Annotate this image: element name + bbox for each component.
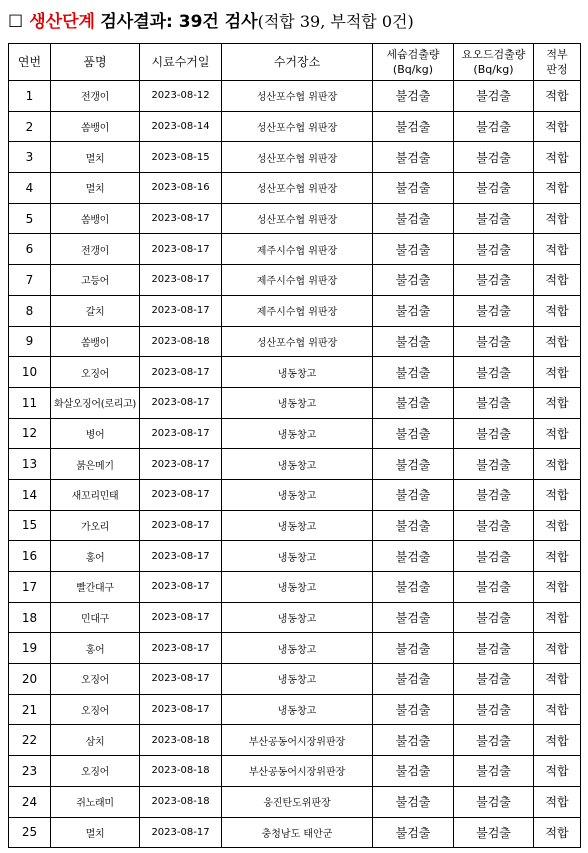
cell-no: 17: [9, 572, 51, 603]
inspection-table: [8, 43, 581, 848]
cell-judge: 적합: [534, 326, 581, 357]
cell-place: 성산포수협 위판장: [222, 142, 373, 173]
cell-no: 16: [9, 541, 51, 572]
table-row: [9, 510, 581, 541]
header-iodine-unit: (Bq/kg): [473, 63, 514, 76]
cell-cesium: 불검출: [373, 265, 454, 296]
cell-iodine: 불검출: [454, 111, 534, 142]
cell-no: 1: [9, 81, 51, 112]
table-row: [9, 173, 581, 204]
cell-no: 11: [9, 387, 51, 418]
cell-no: 6: [9, 234, 51, 265]
cell-item: 멸치: [51, 817, 140, 848]
header-judge: [534, 44, 581, 81]
cell-place: 냉동창고: [222, 510, 373, 541]
cell-place: 제주시수협 위판장: [222, 265, 373, 296]
stage-label: 생산단계: [29, 12, 95, 32]
cell-judge: 적합: [534, 694, 581, 725]
header-cesium-line1: 세슘검출량: [386, 48, 440, 61]
table-row: [9, 633, 581, 664]
cell-item: 삼치: [51, 725, 140, 756]
cell-item: 오징어: [51, 664, 140, 695]
table-row: [9, 602, 581, 633]
cell-no: 4: [9, 173, 51, 204]
cell-item: 홍어: [51, 633, 140, 664]
cell-no: 24: [9, 786, 51, 817]
cell-cesium: 불검출: [373, 725, 454, 756]
header-no: 연번: [9, 44, 51, 81]
cell-place: 제주시수협 위판장: [222, 234, 373, 265]
cell-date: 2023-08-12: [140, 81, 222, 112]
cell-cesium: 불검출: [373, 786, 454, 817]
cell-judge: 적합: [534, 387, 581, 418]
cell-cesium: 불검출: [373, 295, 454, 326]
table-row: [9, 326, 581, 357]
cell-judge: 적합: [534, 602, 581, 633]
cell-iodine: 불검출: [454, 234, 534, 265]
result-summary: (적합 39, 부적합 0건): [257, 12, 414, 31]
cell-date: 2023-08-17: [140, 449, 222, 480]
cell-cesium: 불검출: [373, 387, 454, 418]
cell-item: 쏨뱅이: [51, 111, 140, 142]
table-row: [9, 357, 581, 388]
cell-cesium: 불검출: [373, 756, 454, 787]
cell-no: 18: [9, 602, 51, 633]
table-row: [9, 664, 581, 695]
cell-judge: 적합: [534, 510, 581, 541]
cell-date: 2023-08-17: [140, 479, 222, 510]
header-iodine: [454, 44, 534, 81]
result-label: 검사결과: 39건 검사: [100, 12, 258, 32]
cell-cesium: 불검출: [373, 203, 454, 234]
cell-no: 2: [9, 111, 51, 142]
cell-item: 붉은메기: [51, 449, 140, 480]
table-row: [9, 449, 581, 480]
cell-date: 2023-08-17: [140, 234, 222, 265]
cell-item: 멸치: [51, 142, 140, 173]
cell-item: 새꼬리민태: [51, 479, 140, 510]
cell-iodine: 불검출: [454, 756, 534, 787]
cell-cesium: 불검출: [373, 449, 454, 480]
cell-judge: 적합: [534, 418, 581, 449]
cell-iodine: 불검출: [454, 633, 534, 664]
cell-place: 냉동창고: [222, 572, 373, 603]
cell-iodine: 불검출: [454, 786, 534, 817]
cell-iodine: 불검출: [454, 326, 534, 357]
cell-place: 냉동창고: [222, 694, 373, 725]
cell-date: 2023-08-17: [140, 664, 222, 695]
cell-no: 8: [9, 295, 51, 326]
cell-iodine: 불검출: [454, 418, 534, 449]
cell-date: 2023-08-17: [140, 387, 222, 418]
cell-iodine: 불검출: [454, 449, 534, 480]
cell-cesium: 불검출: [373, 418, 454, 449]
cell-item: 고등어: [51, 265, 140, 296]
cell-place: 부산공동어시장위판장: [222, 725, 373, 756]
table-row: [9, 203, 581, 234]
cell-iodine: 불검출: [454, 510, 534, 541]
cell-judge: 적합: [534, 295, 581, 326]
cell-iodine: 불검출: [454, 572, 534, 603]
table-row: [9, 479, 581, 510]
cell-item: 홍어: [51, 541, 140, 572]
table-row: [9, 387, 581, 418]
header-judge-line1: 적부: [546, 48, 568, 61]
cell-iodine: 불검출: [454, 203, 534, 234]
cell-cesium: 불검출: [373, 234, 454, 265]
cell-place: 냉동창고: [222, 387, 373, 418]
cell-iodine: 불검출: [454, 81, 534, 112]
cell-no: 23: [9, 756, 51, 787]
cell-place: 냉동창고: [222, 602, 373, 633]
cell-cesium: 불검출: [373, 633, 454, 664]
cell-place: 냉동창고: [222, 664, 373, 695]
table-row: [9, 541, 581, 572]
cell-judge: 적합: [534, 142, 581, 173]
table-row: [9, 142, 581, 173]
table-row: [9, 111, 581, 142]
cell-place: 냉동창고: [222, 541, 373, 572]
cell-place: 성산포수협 위판장: [222, 81, 373, 112]
cell-place: 성산포수협 위판장: [222, 203, 373, 234]
cell-judge: 적합: [534, 479, 581, 510]
table-row: [9, 234, 581, 265]
cell-no: 25: [9, 817, 51, 848]
cell-place: 부산공동어시장위판장: [222, 756, 373, 787]
cell-iodine: 불검출: [454, 142, 534, 173]
cell-date: 2023-08-18: [140, 786, 222, 817]
cell-item: 빨간대구: [51, 572, 140, 603]
cell-iodine: 불검출: [454, 602, 534, 633]
cell-cesium: 불검출: [373, 173, 454, 204]
cell-item: 쏨뱅이: [51, 203, 140, 234]
cell-cesium: 불검출: [373, 694, 454, 725]
cell-place: 웅진탄도위판장: [222, 786, 373, 817]
cell-judge: 적합: [534, 786, 581, 817]
cell-item: 오징어: [51, 694, 140, 725]
cell-judge: 적합: [534, 173, 581, 204]
cell-cesium: 불검출: [373, 357, 454, 388]
cell-date: 2023-08-17: [140, 510, 222, 541]
cell-no: 12: [9, 418, 51, 449]
cell-judge: 적합: [534, 725, 581, 756]
cell-no: 15: [9, 510, 51, 541]
cell-no: 20: [9, 664, 51, 695]
cell-cesium: 불검출: [373, 142, 454, 173]
cell-cesium: 불검출: [373, 541, 454, 572]
cell-judge: 적합: [534, 633, 581, 664]
cell-no: 10: [9, 357, 51, 388]
table-row: [9, 817, 581, 848]
cell-item: 병어: [51, 418, 140, 449]
cell-date: 2023-08-14: [140, 111, 222, 142]
cell-place: 냉동창고: [222, 357, 373, 388]
cell-item: 갈치: [51, 295, 140, 326]
cell-judge: 적합: [534, 449, 581, 480]
cell-date: 2023-08-17: [140, 418, 222, 449]
table-row: [9, 756, 581, 787]
header-date: 시료수거일: [140, 44, 222, 81]
cell-iodine: 불검출: [454, 295, 534, 326]
cell-place: 냉동창고: [222, 479, 373, 510]
cell-date: 2023-08-15: [140, 142, 222, 173]
cell-cesium: 불검출: [373, 326, 454, 357]
cell-cesium: 불검출: [373, 817, 454, 848]
cell-place: 성산포수협 위판장: [222, 326, 373, 357]
header-judge-line2: 판정: [546, 63, 568, 76]
cell-item: 전갱이: [51, 81, 140, 112]
table-row: [9, 81, 581, 112]
cell-cesium: 불검출: [373, 479, 454, 510]
cell-iodine: 불검출: [454, 387, 534, 418]
cell-date: 2023-08-17: [140, 633, 222, 664]
cell-place: 냉동창고: [222, 418, 373, 449]
cell-no: 5: [9, 203, 51, 234]
cell-judge: 적합: [534, 111, 581, 142]
table-row: [9, 295, 581, 326]
cell-no: 21: [9, 694, 51, 725]
cell-iodine: 불검출: [454, 173, 534, 204]
cell-date: 2023-08-17: [140, 572, 222, 603]
cell-place: 충청남도 태안군: [222, 817, 373, 848]
cell-date: 2023-08-17: [140, 357, 222, 388]
cell-date: 2023-08-17: [140, 203, 222, 234]
cell-judge: 적합: [534, 572, 581, 603]
cell-iodine: 불검출: [454, 357, 534, 388]
cell-no: 3: [9, 142, 51, 173]
cell-place: 제주시수협 위판장: [222, 295, 373, 326]
header-row: [9, 44, 581, 81]
cell-cesium: 불검출: [373, 572, 454, 603]
cell-item: 멸치: [51, 173, 140, 204]
cell-item: 오징어: [51, 756, 140, 787]
cell-item: 전갱이: [51, 234, 140, 265]
cell-judge: 적합: [534, 203, 581, 234]
cell-iodine: 불검출: [454, 817, 534, 848]
cell-cesium: 불검출: [373, 602, 454, 633]
table-row: [9, 694, 581, 725]
header-iodine-line1: 요오드검출량: [461, 48, 526, 61]
cell-cesium: 불검출: [373, 111, 454, 142]
cell-judge: 적합: [534, 81, 581, 112]
cell-iodine: 불검출: [454, 664, 534, 695]
checkbox-icon: ☐: [8, 12, 24, 32]
cell-date: 2023-08-17: [140, 694, 222, 725]
cell-no: 13: [9, 449, 51, 480]
cell-item: 쥐노래미: [51, 786, 140, 817]
cell-date: 2023-08-18: [140, 326, 222, 357]
cell-judge: 적합: [534, 357, 581, 388]
cell-iodine: 불검출: [454, 694, 534, 725]
cell-cesium: 불검출: [373, 81, 454, 112]
cell-item: 오징어: [51, 357, 140, 388]
header-item: 품명: [51, 44, 140, 81]
cell-no: 9: [9, 326, 51, 357]
cell-iodine: 불검출: [454, 265, 534, 296]
cell-place: 냉동창고: [222, 449, 373, 480]
cell-date: 2023-08-16: [140, 173, 222, 204]
cell-date: 2023-08-18: [140, 756, 222, 787]
cell-iodine: 불검출: [454, 479, 534, 510]
table-row: [9, 786, 581, 817]
cell-date: 2023-08-17: [140, 602, 222, 633]
cell-iodine: 불검출: [454, 725, 534, 756]
cell-item: 가오리: [51, 510, 140, 541]
page-title: [8, 8, 414, 36]
cell-no: 19: [9, 633, 51, 664]
cell-item: 쏨뱅이: [51, 326, 140, 357]
cell-no: 22: [9, 725, 51, 756]
cell-place: 냉동창고: [222, 633, 373, 664]
cell-date: 2023-08-17: [140, 817, 222, 848]
cell-place: 성산포수협 위판장: [222, 111, 373, 142]
cell-cesium: 불검출: [373, 664, 454, 695]
table-row: [9, 572, 581, 603]
header-cesium-unit: (Bq/kg): [392, 63, 434, 76]
cell-judge: 적합: [534, 265, 581, 296]
cell-item: 화살오징어(로리고): [51, 387, 140, 418]
table-row: [9, 265, 581, 296]
cell-judge: 적합: [534, 234, 581, 265]
cell-judge: 적합: [534, 541, 581, 572]
cell-no: 7: [9, 265, 51, 296]
cell-date: 2023-08-17: [140, 295, 222, 326]
cell-judge: 적합: [534, 817, 581, 848]
cell-judge: 적합: [534, 664, 581, 695]
cell-cesium: 불검출: [373, 510, 454, 541]
table-row: [9, 418, 581, 449]
header-cesium: [373, 44, 454, 81]
table-row: [9, 725, 581, 756]
cell-iodine: 불검출: [454, 541, 534, 572]
cell-no: 14: [9, 479, 51, 510]
cell-date: 2023-08-18: [140, 725, 222, 756]
cell-date: 2023-08-17: [140, 265, 222, 296]
cell-item: 민대구: [51, 602, 140, 633]
cell-date: 2023-08-17: [140, 541, 222, 572]
cell-place: 성산포수협 위판장: [222, 173, 373, 204]
cell-judge: 적합: [534, 756, 581, 787]
header-place: 수거장소: [222, 44, 373, 81]
